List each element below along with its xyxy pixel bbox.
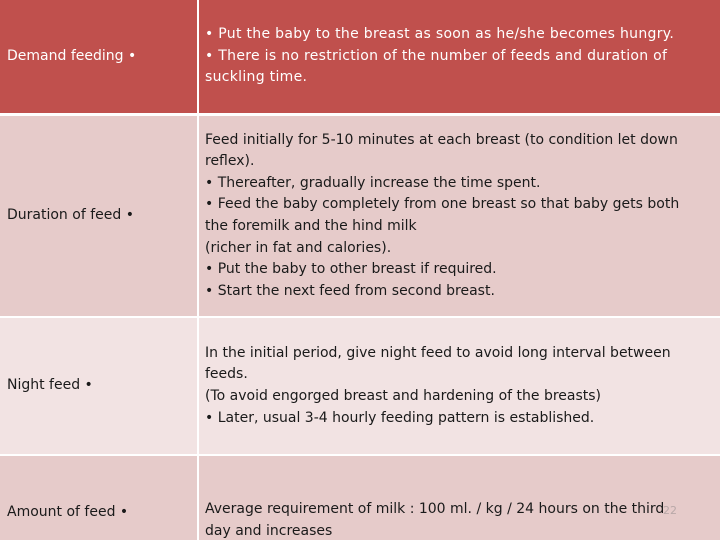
content-line: Average requirement of milk : 100 ml. / kg / 24 hours on the third bbox=[205, 501, 665, 517]
slide-number: 22 bbox=[663, 504, 677, 517]
content-line: • Start the next feed from second breast. bbox=[205, 282, 495, 299]
row-content-demand-feeding bbox=[199, 0, 720, 113]
row-content-night-feed bbox=[199, 318, 720, 454]
row-label-demand-feeding bbox=[0, 0, 197, 113]
content-line: • There is no restriction of the number of feeds and duration of bbox=[205, 47, 668, 64]
content-line: • Later, usual 3-4 hourly feeding pattern is established. bbox=[205, 409, 595, 426]
content-line: In the initial period, give night feed to avoid long interval between bbox=[205, 344, 671, 361]
row-label-amount-of-feed bbox=[0, 456, 197, 540]
content-line: the foremilk and the hind milk bbox=[205, 218, 417, 234]
content-line: day and increases bbox=[205, 522, 333, 539]
row-label-text: Amount of feed • bbox=[7, 504, 129, 520]
row-content-duration-of-feed bbox=[199, 116, 720, 316]
row-label-night-feed bbox=[0, 318, 197, 454]
row-label-text: Night feed • bbox=[7, 377, 93, 394]
content-line: suckling time. bbox=[205, 69, 308, 86]
content-line: • Put the baby to other breast if required. bbox=[205, 261, 497, 278]
row-label-text: Duration of feed • bbox=[7, 207, 134, 224]
content-line: • Put the baby to the breast as soon as he/she becomes hungry. bbox=[205, 26, 675, 43]
content-line: (To avoid engorged breast and hardening of the breasts) bbox=[205, 388, 602, 404]
content-line: feeds. bbox=[205, 366, 248, 383]
content-line: • Feed the baby completely from one breast so that baby gets both bbox=[205, 196, 680, 213]
row-label-text: Demand feeding • bbox=[7, 47, 137, 64]
row-content-amount-of-feed bbox=[199, 456, 720, 540]
content-line: reflex). bbox=[205, 153, 255, 170]
row-label-duration-of-feed bbox=[0, 116, 197, 316]
content-line: Feed initially for 5-10 minutes at each breast (to condition let down bbox=[205, 131, 678, 148]
content-line: • Thereafter, gradually increase the time spent. bbox=[205, 174, 541, 191]
content-line: (richer in fat and calories). bbox=[205, 239, 392, 256]
